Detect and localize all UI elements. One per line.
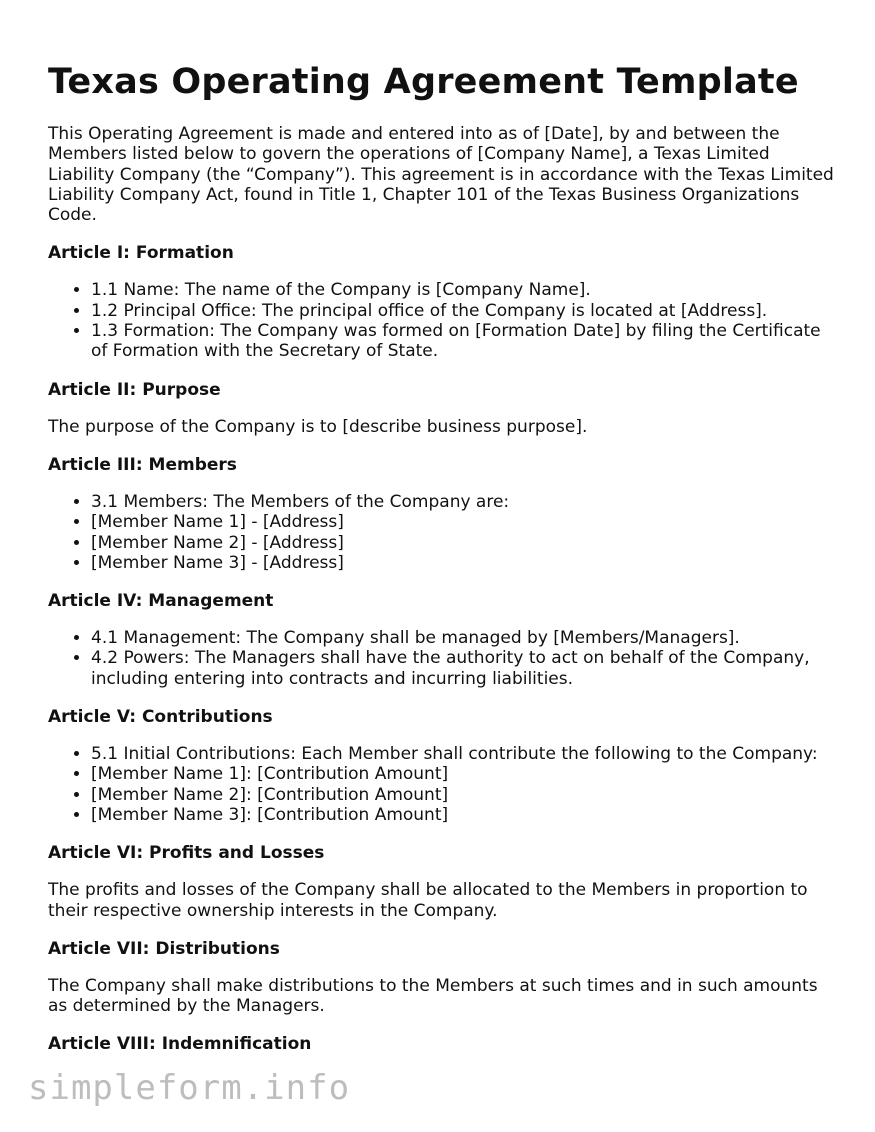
article-2-heading: Article II: Purpose [48, 379, 221, 400]
list-item: • 4.1 Management: The Company shall be managed by [Members/Managers]. [91, 628, 838, 648]
list-item: • 3.1 Members: The Members of the Company are: [91, 492, 838, 512]
article-4-list [48, 628, 838, 689]
article-7-text: The Company shall make distributions to the Members at such times and in such amounts as determined by the Managers. [48, 975, 818, 1017]
article-8-heading: Article VIII: Indemnification [48, 1034, 312, 1055]
intro-paragraph: This Operating Agreement is made and entered into as of [Date], by and between the Members listed below to govern the operations of [Company Name], a Texas Limited Liability Company (the “Company”). This agreement is in accordance with the Texas Limited Liability Company Act, found in Title 1, Chapter 101 of the Texas Business Organizations Code. [48, 124, 834, 226]
document-page [48, 0, 838, 1071]
article-4-heading: Article IV: Management [48, 591, 274, 612]
article-3-heading: Article III: Members [48, 454, 237, 475]
list-item: • 1.2 Principal Office: The principal office of the Company is located at [Address]. [91, 301, 838, 321]
list-item: • [Member Name 2]: [Contribution Amount] [91, 785, 838, 805]
list-item: • [Member Name 1] - [Address] [91, 512, 838, 532]
document-title: Texas Operating Agreement Template [48, 62, 799, 102]
article-6-heading: Article VI: Profits and Losses [48, 843, 325, 864]
list-item: • [Member Name 3] - [Address] [91, 553, 838, 573]
article-3-list [48, 492, 838, 573]
article-5-list [48, 744, 838, 825]
article-2-text: The purpose of the Company is to [describe business purpose]. [48, 416, 588, 437]
list-item: • 4.2 Powers: The Managers shall have the authority to act on behalf of the Company, including entering into contracts and incurring liabilities. [91, 648, 838, 689]
article-1-heading: Article I: Formation [48, 243, 234, 264]
list-item: • [Member Name 2] - [Address] [91, 533, 838, 553]
watermark-text: simpleform.info [28, 1068, 351, 1108]
article-5-heading: Article V: Contributions [48, 707, 273, 728]
list-item: • [Member Name 1]: [Contribution Amount] [91, 764, 838, 784]
list-item: • [Member Name 3]: [Contribution Amount] [91, 805, 838, 825]
article-7-heading: Article VII: Distributions [48, 938, 280, 959]
article-6-text: The profits and losses of the Company shall be allocated to the Members in proportion to their respective ownership interests in the Company. [48, 880, 808, 921]
list-item: • 1.1 Name: The name of the Company is [Company Name]. [91, 280, 838, 300]
list-item: • 5.1 Initial Contributions: Each Member shall contribute the following to the Company: [91, 744, 838, 764]
list-item: • 1.3 Formation: The Company was formed on [Formation Date] by filing the Certificate of Formation with the Secretary of State. [91, 321, 838, 362]
article-1-list [48, 280, 838, 361]
